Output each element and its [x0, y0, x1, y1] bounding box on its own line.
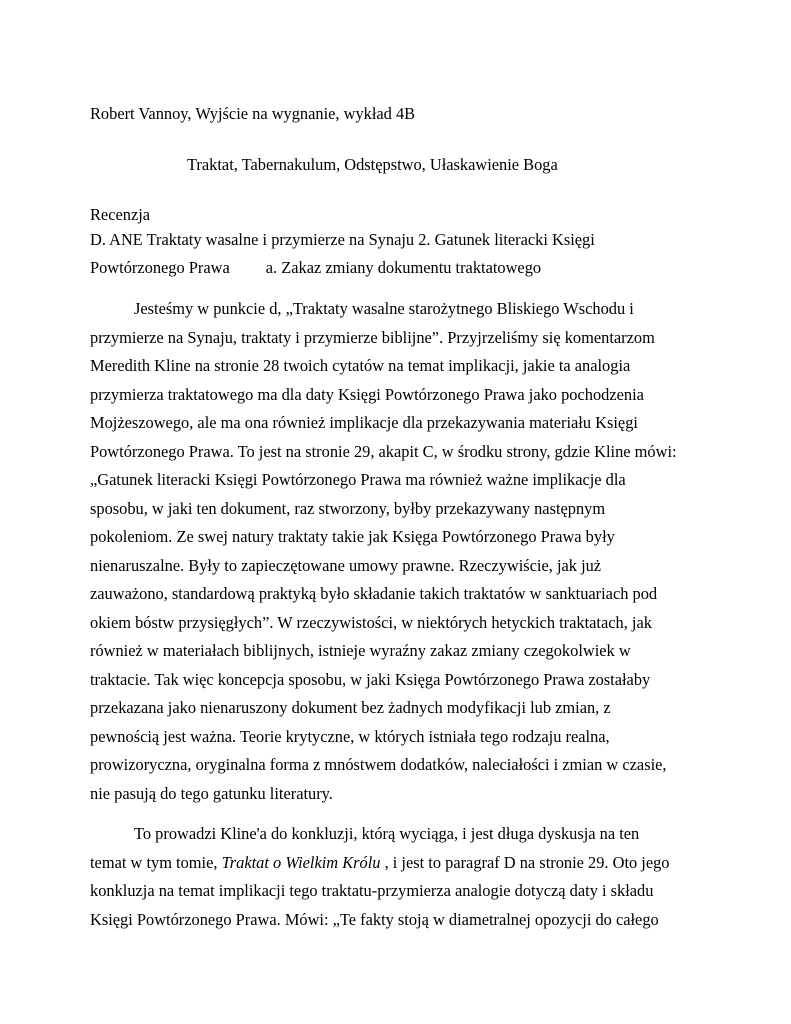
paragraph-line: Powtórzonego Prawa. To jest na stronie 29, akapit C, w środku strony, gdzie Kline mówi: — [90, 441, 677, 461]
paragraph-line: prowizoryczna, oryginalna forma z mnóstwem dodatków, naleciałości i zmian w czasie, — [90, 755, 667, 774]
paragraph-1 — [90, 295, 688, 808]
document-title: Robert Vannoy, Wyjście na wygnanie, wykład 4B — [90, 104, 416, 123]
paragraph-line: „Gatunek literacki Księgi Powtórzonego Prawa ma również ważne implikacje dla — [90, 470, 626, 489]
paragraph-line: pewnością jest ważna. Teorie krytyczne, w których istniała tego rodzaju realna, — [90, 726, 610, 746]
outline-line-2 — [90, 258, 541, 278]
outline-sub-label: a. Zakaz zmiany dokumentu traktatowego — [265, 258, 542, 277]
paragraph-line: Jesteśmy w punkcie d, „Traktaty wasalne starożytnego Bliskiego Wschodu i — [134, 299, 634, 318]
paragraph-line: pokoleniom. Ze swej natury traktaty takie jak Księga Powtórzonego Prawa były — [90, 527, 615, 546]
paragraph-line: przekazana jako nienaruszony dokument bez żadnych modyfikacji lub zmian, z — [90, 698, 611, 717]
paragraph-line: przymierze na Synaju, traktaty i przymierze biblijne”. Przyjrzeliśmy się komentarzom — [90, 327, 655, 347]
paragraph-line: nienaruszalne. Były to zapieczętowane umowy prawne. Rzeczywiście, jak już — [90, 555, 602, 575]
paragraph-line: konkluzja na temat implikacji tego traktatu-przymierza analogie dotyczą daty i składu — [90, 881, 654, 900]
book-title: Traktat o Wielkim Królu — [221, 852, 381, 872]
paragraph-line: Księgi Powtórzonego Prawa. Mówi: „Te fakty stoją w diametralnej opozycji do całego — [90, 909, 659, 929]
outline-main-label: Powtórzonego Prawa — [90, 258, 230, 277]
text-segment: temat w tym tomie, — [90, 852, 222, 872]
paragraph-line: traktacie. Tak więc koncepcja sposobu, w jaki Księga Powtórzonego Prawa zostałaby — [90, 669, 651, 689]
document-subtitle: Traktat, Tabernakulum, Odstępstwo, Ułaskawienie Boga — [187, 155, 558, 174]
paragraph-line: Mojżeszowego, ale ma ona również implikacje dla przekazywania materiału Księgi — [90, 413, 638, 432]
paragraph-line: zauważono, standardową praktyką było składanie takich traktatów w sanktuariach pod — [90, 584, 658, 603]
paragraph-2 — [90, 820, 688, 934]
paragraph-line: okiem bóstw przysięgłych”. W rzeczywistości, w niektórych hetyckich traktatach, jak — [90, 612, 652, 632]
paragraph-line: również w materiałach biblijnych, istnieje wyraźny zakaz zmiany czegokolwiek w — [90, 641, 631, 660]
paragraph-line — [90, 849, 688, 878]
paragraph-line: przymierza traktatowego ma dla daty Księgi Powtórzonego Prawa jako pochodzenia — [90, 384, 644, 404]
paragraph-line: Meredith Kline na stronie 28 twoich cytatów na temat implikacji, jakie ta analogia — [90, 356, 631, 375]
paragraph-line: nie pasują do tego gatunku literatury. — [90, 783, 333, 803]
paragraph-line: sposobu, w jaki ten dokument, raz stworzony, byłby przekazywany następnym — [90, 498, 606, 518]
outline-line-1: D. ANE Traktaty wasalne i przymierze na Synaju 2. Gatunek literacki Księgi — [90, 230, 595, 249]
paragraph-line: To prowadzi Kline'a do konkluzji, którą wyciąga, i jest długa dyskusja na ten — [134, 824, 640, 843]
text-segment: , i jest to paragraf D na stronie 29. Oto jego — [380, 852, 670, 872]
review-heading: Recenzja — [90, 205, 151, 224]
